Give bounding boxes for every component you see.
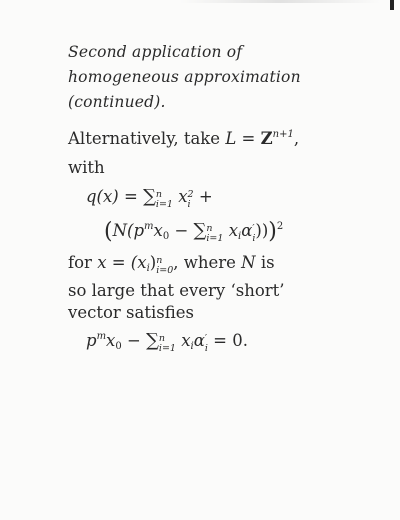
sum-limits-2 bbox=[206, 224, 223, 244]
alpha: α bbox=[241, 221, 253, 240]
Z-exponent: n+1 bbox=[272, 129, 294, 140]
final-x0-sub: 0 bbox=[115, 341, 122, 352]
body-line-so-large: so large that every ‘short’ bbox=[68, 281, 285, 300]
body-line-intro bbox=[68, 128, 299, 150]
alpha-sub: i bbox=[252, 233, 256, 244]
def-lower: i=0 bbox=[156, 265, 174, 276]
plus-sign: + bbox=[193, 187, 213, 206]
final-sum-lower: i=1 bbox=[158, 343, 176, 354]
paren-exponent: 2 bbox=[276, 221, 284, 232]
big-paren-close: ) bbox=[268, 219, 277, 244]
minus-sign: − bbox=[169, 221, 194, 240]
equals-sign: = bbox=[236, 129, 261, 148]
final-alpha: α bbox=[193, 331, 205, 350]
sum2-lower: i=1 bbox=[206, 233, 224, 244]
big-paren-open: ( bbox=[104, 219, 113, 244]
N-close: ) bbox=[261, 221, 269, 240]
formula-q bbox=[86, 186, 213, 210]
heading-line-2: homogeneous approximation bbox=[68, 68, 301, 86]
final-sum-limits bbox=[159, 334, 176, 354]
edge-mark bbox=[390, 0, 394, 10]
x-i-scripts bbox=[188, 190, 194, 210]
final-alpha-scripts bbox=[205, 334, 208, 354]
final-x-i-sub: i bbox=[190, 341, 194, 352]
scan-smudge bbox=[180, 0, 380, 3]
x-i-square: 2 bbox=[187, 189, 194, 200]
alpha-scripts bbox=[252, 224, 255, 244]
is-text: is bbox=[255, 253, 275, 272]
sum-upper: n bbox=[155, 189, 163, 200]
x-i: x bbox=[178, 187, 188, 206]
final-sum-upper: n bbox=[158, 333, 166, 344]
final-alpha-sub: i bbox=[204, 343, 208, 354]
sum-limits bbox=[156, 190, 173, 210]
formula-final bbox=[86, 330, 248, 354]
x0: x bbox=[153, 221, 163, 240]
def-upper: n bbox=[156, 255, 163, 266]
heading-line-3: (continued). bbox=[68, 93, 166, 111]
x-i-2: x bbox=[228, 221, 238, 240]
inner-close: ) bbox=[255, 221, 262, 240]
final-minus: − bbox=[121, 331, 147, 350]
x-i-2-sub: i bbox=[238, 231, 242, 242]
final-x-i: x bbox=[181, 331, 191, 350]
N-variable: N bbox=[241, 253, 256, 272]
final-x0: x bbox=[106, 331, 116, 350]
heading-line-1: Second application of bbox=[68, 43, 243, 61]
m-exponent: m bbox=[144, 221, 154, 232]
final-equals-zero: = 0. bbox=[207, 331, 248, 350]
for-text: for bbox=[68, 253, 98, 272]
sum2-upper: n bbox=[206, 223, 213, 234]
sum-symbol-2: ∑ bbox=[193, 220, 207, 241]
formula-N-term bbox=[104, 220, 283, 244]
final-p: p bbox=[86, 331, 97, 350]
x-def-limits bbox=[156, 256, 173, 276]
slide-heading bbox=[68, 40, 368, 115]
body-line-with: with bbox=[68, 158, 105, 177]
N-open: N(p bbox=[112, 221, 145, 240]
body-line-vector: vector satisfies bbox=[68, 303, 194, 322]
final-sum-symbol: ∑ bbox=[146, 330, 159, 351]
sum-lower: i=1 bbox=[155, 199, 173, 210]
L-variable: L bbox=[225, 129, 237, 148]
x-def-close: ) bbox=[149, 253, 157, 272]
Z-symbol: Z bbox=[260, 129, 273, 148]
q-lhs: q(x) = bbox=[86, 187, 144, 206]
sum-symbol: ∑ bbox=[143, 186, 156, 207]
comma: , bbox=[293, 129, 300, 148]
alpha-prime: ′ bbox=[252, 223, 255, 234]
x-def-sub: i bbox=[146, 263, 150, 274]
where-text: , where bbox=[173, 253, 242, 272]
intro-text: Alternatively, take bbox=[68, 129, 221, 148]
final-m-exponent: m bbox=[96, 331, 107, 342]
final-alpha-prime: ′ bbox=[204, 333, 208, 344]
x-i-sub: i bbox=[187, 199, 191, 210]
body-line-for bbox=[68, 252, 275, 276]
x0-sub: 0 bbox=[162, 231, 170, 242]
x-definition: x = (x bbox=[97, 253, 147, 272]
